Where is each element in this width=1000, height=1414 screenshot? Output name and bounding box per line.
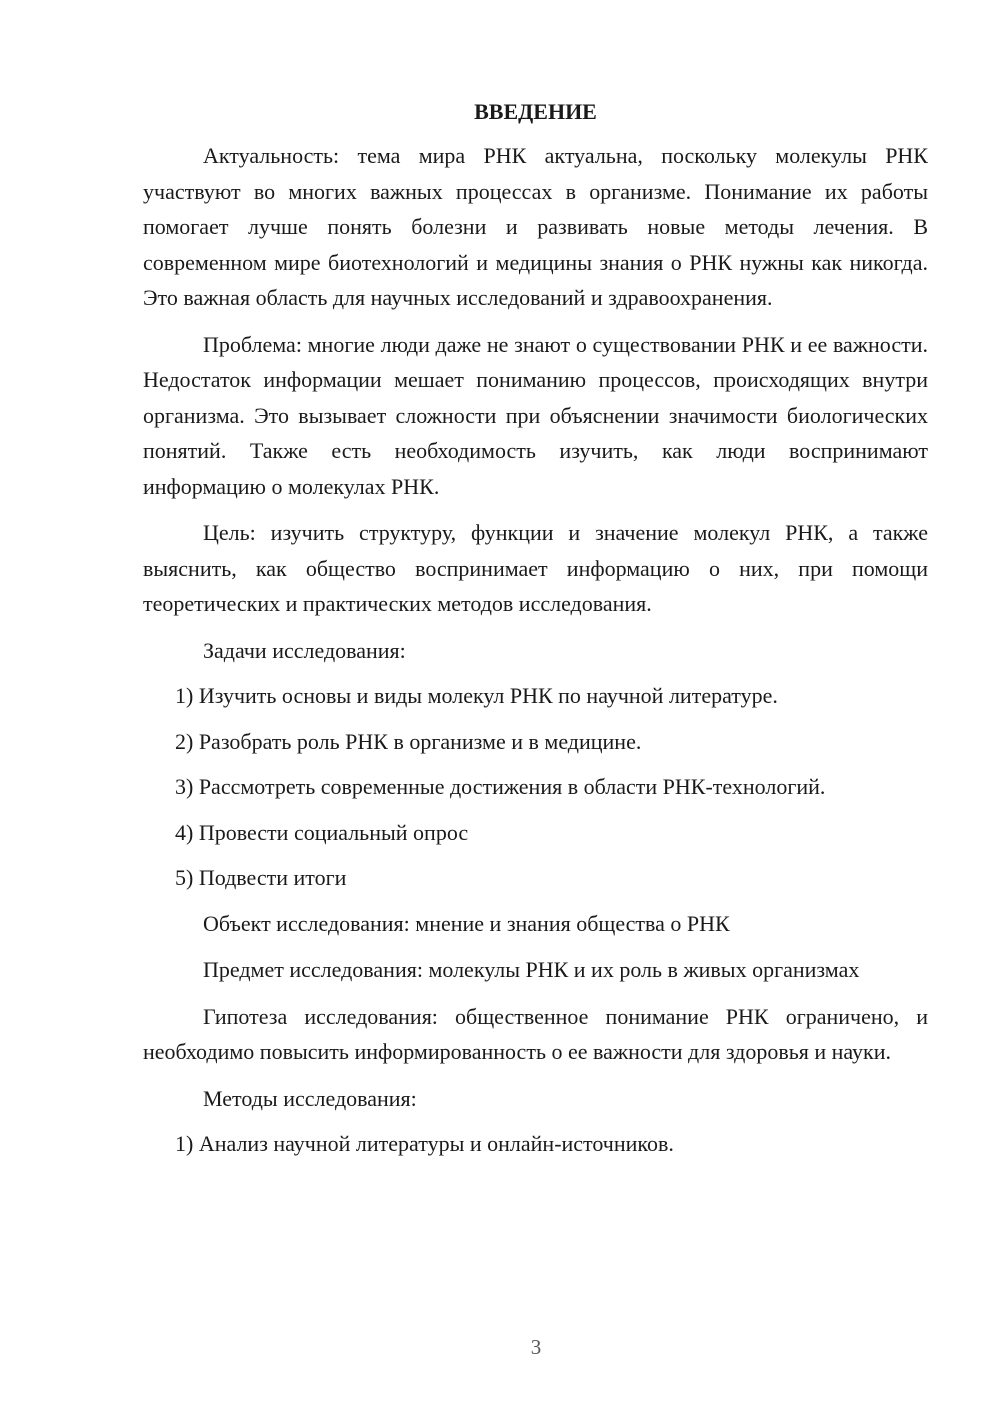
paragraph-relevance: Актуальность: тема мира РНК актуальна, поскольку молекулы РНК участвуют во многих важных процессах в организме. Понимание их работы помогает лучше понять болезни и развивать новые методы лечения. В современном мире биотехнологий и медицины знания о РНК нужны как никогда. Это важная область для научных исследований и здравоохранения. [143, 143, 928, 310]
task-item-1: 1) Изучить основы и виды молекул РНК по научной литературе. [175, 683, 778, 708]
document-body [143, 97, 928, 1172]
tasks-title: Задачи исследования: [203, 637, 406, 663]
task-item-2: 2) Разобрать роль РНК в организме и в медицине. [175, 728, 642, 754]
methods-list [143, 1126, 928, 1162]
method-item-1: 1) Анализ научной литературы и онлайн-источников. [175, 1131, 674, 1156]
page-number: 3 [530, 1335, 542, 1359]
section-heading: ВВЕДЕНИЕ [474, 99, 597, 124]
paragraph-hypothesis: Гипотеза исследования: общественное понимание РНК ограничено, и необходимо повысить информированность о ее важности для здоровья и науки. [143, 1003, 928, 1064]
task-item-4: 4) Провести социальный опрос [175, 819, 469, 845]
paragraph-problem: Проблема: многие люди даже не знают о существовании РНК и ее важности. Недостаток информации мешает пониманию процессов, происходящих внутри организма. Это вызывает сложности при объяснении значимости биологических понятий. Также есть необходимость изучить, как люди воспринимают информацию о молекулах РНК. [143, 331, 928, 499]
methods-title: Методы исследования: [203, 1085, 417, 1111]
paragraph-subject: Предмет исследования: молекулы РНК и их роль в живых организмах [203, 957, 860, 982]
paragraph-object: Объект исследования: мнение и знания общества о РНК [203, 910, 730, 936]
paragraph-goal: Цель: изучить структуру, функции и значение молекул РНК, а также выяснить, как общество воспринимает информацию о них, при помощи теоретических и практических методов исследования. [143, 520, 928, 616]
tasks-list [143, 678, 928, 896]
task-item-5: 5) Подвести итоги [175, 865, 347, 890]
task-item-3: 3) Рассмотреть современные достижения в области РНК-технологий. [175, 774, 826, 799]
